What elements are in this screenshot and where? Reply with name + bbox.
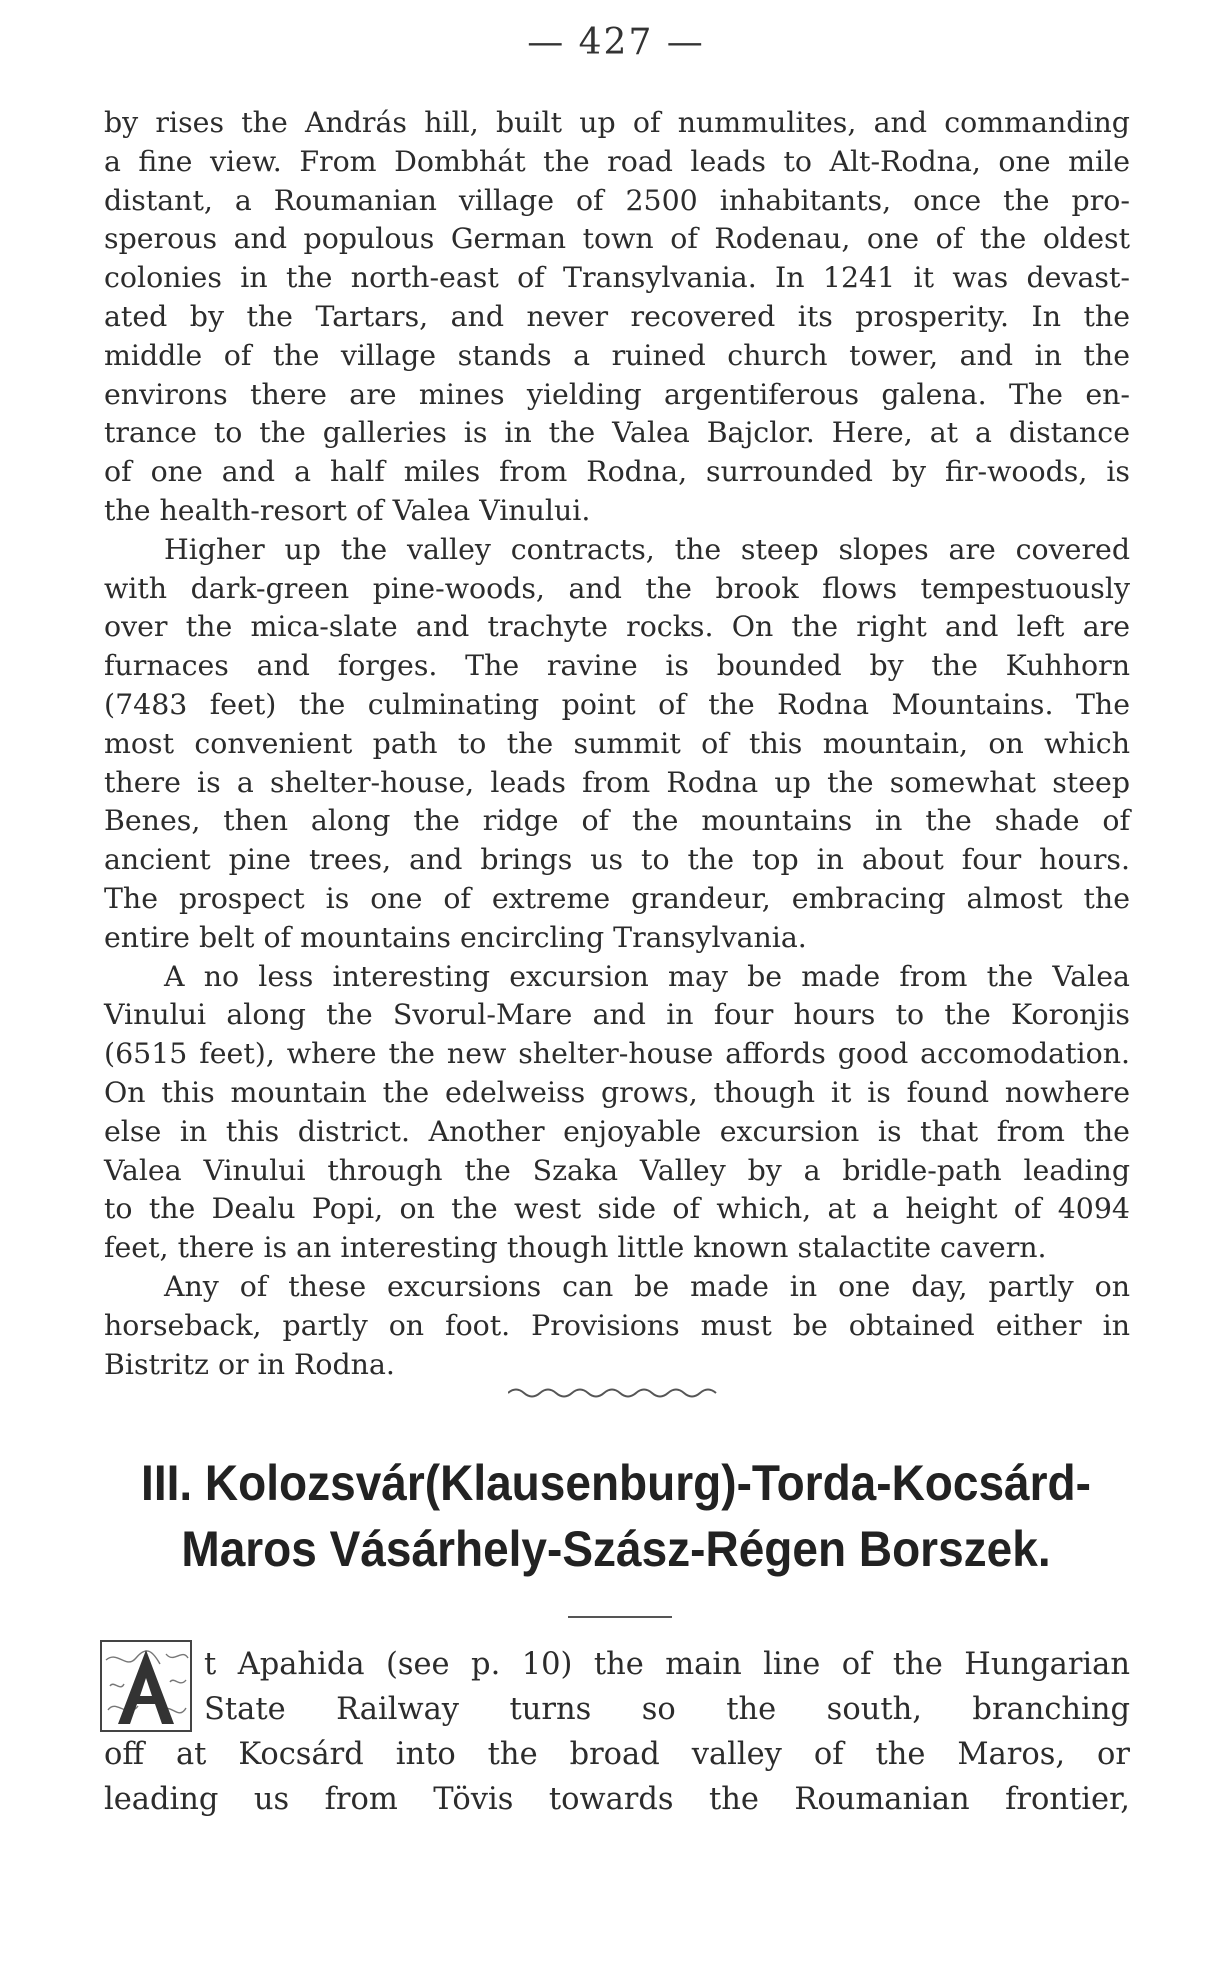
text-line: middle of the village stands a ruined church tower, and in the — [104, 338, 1130, 372]
text-line: the health-resort of Valea Vinului. — [104, 493, 591, 527]
text-line: most convenient path to the summit of this mountain, on which — [104, 726, 1130, 760]
text-line: there is a shelter-house, leads from Rodna up the somewhat steep — [104, 765, 1130, 799]
section-title-line-1: III. Kolozsvár(Klausenburg)-Torda-Kocsárd- — [141, 1455, 1091, 1511]
text-line: to the Dealu Popi, on the west side of which, at a height of 4094 — [104, 1192, 1130, 1226]
text-line: feet, there is an interesting though little known stalactite cavern. — [104, 1231, 1047, 1265]
text-line: entire belt of mountains encircling Transylvania. — [104, 920, 807, 954]
section-line-1: t Apahida (see p. 10) the main line of the Hungarian — [204, 1647, 1130, 1682]
paragraph-2 — [104, 531, 1130, 958]
section-title-line-2: Maros Vásárhely-Szász-Régen Borszek. — [181, 1521, 1051, 1577]
body-text — [104, 104, 1130, 1384]
page-number: — 427 — — [527, 22, 705, 63]
text-line: colonies in the north-east of Transylvania. In 1241 it was devast- — [104, 261, 1130, 295]
text-line: with dark-green pine-woods, and the brook flows tempestuously — [104, 571, 1130, 605]
section-line-3: off at Kocsárd into the broad valley of the Maros, or — [104, 1737, 1130, 1772]
text-line: A no less interesting excursion may be made from the Valea — [164, 959, 1130, 993]
text-line: a fine view. From Dombhát the road leads to Alt-Rodna, one mile — [104, 144, 1130, 178]
text-line: furnaces and forges. The ravine is bounded by the Kuhhorn — [104, 649, 1130, 683]
title-rule — [568, 1616, 672, 1618]
text-line: distant, a Roumanian village of 2500 inhabitants, once the pro- — [104, 183, 1130, 217]
text-line: The prospect is one of extreme grandeur, embracing almost the — [104, 881, 1130, 915]
text-line: ancient pine trees, and brings us to the top in about four hours. — [104, 843, 1130, 877]
text-line: ated by the Tartars, and never recovered its prosperity. In the — [104, 299, 1130, 333]
text-line: On this mountain the edelweiss grows, though it is found nowhere — [104, 1075, 1130, 1109]
paragraph-1 — [104, 104, 1130, 531]
text-line: environs there are mines yielding argentiferous galena. The en- — [104, 377, 1130, 411]
text-line: by rises the András hill, built up of nummulites, and commanding — [104, 106, 1130, 139]
text-line: over the mica-slate and trachyte rocks. On the right and left are — [104, 610, 1130, 644]
text-line: Vinului along the Svorul-Mare and in four hours to the Koronjis — [104, 998, 1130, 1032]
text-line: else in this district. Another enjoyable excursion is that from the — [104, 1114, 1130, 1148]
text-line: Benes, then along the ridge of the mountains in the shade of — [104, 804, 1130, 838]
text-line: Bistritz or in Rodna. — [104, 1347, 395, 1381]
text-line: of one and a half miles from Rodna, surrounded by fir-woods, is — [104, 455, 1130, 489]
wavy-ornament-divider — [508, 1384, 718, 1402]
section-line-4: leading us from Tövis towards the Roumanian frontier, — [104, 1782, 1130, 1817]
paragraph-4 — [104, 1268, 1130, 1384]
text-line: sperous and populous German town of Rodenau, one of the oldest — [104, 222, 1130, 256]
section-intro-text — [104, 1642, 1130, 1822]
text-line: Valea Vinului through the Szaka Valley by a bridle-path leading — [104, 1153, 1130, 1187]
text-line: Higher up the valley contracts, the steep slopes are covered — [164, 532, 1130, 566]
text-line: trance to the galleries is in the Valea Bajclor. Here, at a distance — [104, 416, 1130, 450]
text-line: Any of these excursions can be made in one day, partly on — [164, 1269, 1130, 1303]
text-line: (6515 feet), where the new shelter-house affords good accomodation. — [104, 1037, 1130, 1071]
text-line: (7483 feet) the culminating point of the Rodna Mountains. The — [104, 687, 1130, 721]
text-line: horseback, partly on foot. Provisions must be obtained either in — [104, 1308, 1130, 1342]
paragraph-3 — [104, 958, 1130, 1268]
section-line-2: State Railway turns so the south, branching — [204, 1692, 1130, 1727]
